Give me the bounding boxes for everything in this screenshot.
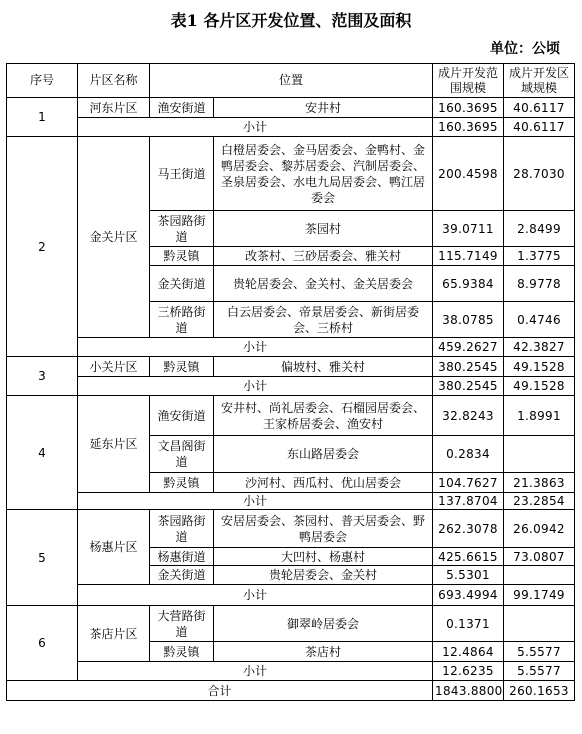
area-scope-cell: 21.3863 xyxy=(504,473,575,493)
table-row xyxy=(7,98,575,118)
location-cell: 白云居委会、帝景居委会、新街居委会、三桥村 xyxy=(214,302,433,338)
subtotal-row xyxy=(7,585,575,606)
subtotal-row xyxy=(7,377,575,396)
dev-scope-cell: 32.8243 xyxy=(433,396,504,436)
subtotal-row xyxy=(7,662,575,681)
street-cell: 金关街道 xyxy=(150,566,214,585)
location-cell: 安井村 xyxy=(214,98,433,118)
dev-scope-cell: 115.7149 xyxy=(433,247,504,266)
area-scope-cell xyxy=(504,436,575,473)
dev-scope-cell: 38.0785 xyxy=(433,302,504,338)
table-row xyxy=(7,396,575,436)
street-cell: 茶园路街道 xyxy=(150,510,214,548)
total-row xyxy=(7,681,575,701)
subtotal-label: 小计 xyxy=(78,118,433,137)
total-area-scope: 260.1653 xyxy=(504,681,575,701)
dev-scope-cell: 12.4864 xyxy=(433,642,504,662)
subtotal-label: 小计 xyxy=(78,338,433,357)
dev-scope-cell: 425.6615 xyxy=(433,548,504,566)
dev-scope-cell: 39.0711 xyxy=(433,211,504,247)
table-row xyxy=(7,137,575,211)
table-row xyxy=(7,357,575,377)
header-district: 片区名称 xyxy=(78,64,150,98)
area-scope-cell: 28.7030 xyxy=(504,137,575,211)
subtotal-dev-scope: 137.8704 xyxy=(433,493,504,510)
header-location: 位置 xyxy=(150,64,433,98)
street-cell: 黔灵镇 xyxy=(150,473,214,493)
location-cell: 茶园村 xyxy=(214,211,433,247)
location-cell: 改茶村、三砂居委会、雅关村 xyxy=(214,247,433,266)
street-cell: 金关街道 xyxy=(150,266,214,302)
street-cell: 大营路街道 xyxy=(150,606,214,642)
subtotal-row xyxy=(7,118,575,137)
subtotal-row xyxy=(7,493,575,510)
district-name-cell: 河东片区 xyxy=(78,98,150,118)
table-title: 表1 各片区开发位置、范围及面积 xyxy=(170,11,412,30)
area-scope-cell: 2.8499 xyxy=(504,211,575,247)
area-scope-cell: 8.9778 xyxy=(504,266,575,302)
street-cell: 渔安街道 xyxy=(150,396,214,436)
area-scope-cell: 40.6117 xyxy=(504,98,575,118)
area-scope-cell: 1.3775 xyxy=(504,247,575,266)
street-cell: 文昌阁街道 xyxy=(150,436,214,473)
seq-cell: 4 xyxy=(7,396,78,510)
district-name-cell: 小关片区 xyxy=(78,357,150,377)
area-scope-cell: 73.0807 xyxy=(504,548,575,566)
dev-scope-cell: 0.2834 xyxy=(433,436,504,473)
location-cell: 沙河村、西瓜村、优山居委会 xyxy=(214,473,433,493)
street-cell: 三桥路街道 xyxy=(150,302,214,338)
area-scope-cell xyxy=(504,606,575,642)
subtotal-label: 小计 xyxy=(78,585,433,606)
subtotal-area-scope: 99.1749 xyxy=(504,585,575,606)
subtotal-area-scope: 5.5577 xyxy=(504,662,575,681)
subtotal-dev-scope: 12.6235 xyxy=(433,662,504,681)
area-scope-cell xyxy=(504,566,575,585)
area-table xyxy=(6,63,575,701)
location-cell: 御翠岭居委会 xyxy=(214,606,433,642)
area-scope-cell: 1.8991 xyxy=(504,396,575,436)
subtotal-dev-scope: 693.4994 xyxy=(433,585,504,606)
dev-scope-cell: 104.7627 xyxy=(433,473,504,493)
street-cell: 黔灵镇 xyxy=(150,642,214,662)
street-cell: 黔灵镇 xyxy=(150,247,214,266)
dev-scope-cell: 262.3078 xyxy=(433,510,504,548)
location-cell: 安井村、尚礼居委会、石榴园居委会、王家桥居委会、渔安村 xyxy=(214,396,433,436)
seq-cell: 1 xyxy=(7,98,78,137)
area-scope-cell: 5.5577 xyxy=(504,642,575,662)
street-cell: 黔灵镇 xyxy=(150,357,214,377)
dev-scope-cell: 160.3695 xyxy=(433,98,504,118)
header-dev-scope: 成片开发范围规模 xyxy=(433,64,504,98)
location-cell: 白橙居委会、金马居委会、金鸭村、金鸭居委会、黎苏居委会、汽制居委会、圣泉居委会、水电九局居委会、鸭江居委会 xyxy=(214,137,433,211)
seq-cell: 6 xyxy=(7,606,78,681)
area-scope-cell: 49.1528 xyxy=(504,357,575,377)
street-cell: 茶园路街道 xyxy=(150,211,214,247)
seq-cell: 5 xyxy=(7,510,78,606)
dev-scope-cell: 0.1371 xyxy=(433,606,504,642)
table-row xyxy=(7,606,575,642)
dev-scope-cell: 200.4598 xyxy=(433,137,504,211)
dev-scope-cell: 65.9384 xyxy=(433,266,504,302)
dev-scope-cell: 380.2545 xyxy=(433,357,504,377)
subtotal-area-scope: 40.6117 xyxy=(504,118,575,137)
subtotal-area-scope: 23.2854 xyxy=(504,493,575,510)
subtotal-dev-scope: 160.3695 xyxy=(433,118,504,137)
unit-label: 单位：公顷 xyxy=(490,41,560,57)
subtotal-label: 小计 xyxy=(78,662,433,681)
subtotal-area-scope: 49.1528 xyxy=(504,377,575,396)
street-cell: 马王街道 xyxy=(150,137,214,211)
total-dev-scope: 1843.8800 xyxy=(433,681,504,701)
location-cell: 茶店村 xyxy=(214,642,433,662)
header-seq: 序号 xyxy=(7,64,78,98)
location-cell: 贵轮居委会、金关村、金关居委会 xyxy=(214,266,433,302)
subtotal-dev-scope: 380.2545 xyxy=(433,377,504,396)
district-name-cell: 杨惠片区 xyxy=(78,510,150,585)
location-cell: 偏坡村、雅关村 xyxy=(214,357,433,377)
subtotal-label: 小计 xyxy=(78,493,433,510)
dev-scope-cell: 5.5301 xyxy=(433,566,504,585)
subtotal-row xyxy=(7,338,575,357)
location-cell: 安居居委会、茶园村、普天居委会、野鸭居委会 xyxy=(214,510,433,548)
location-cell: 大凹村、杨惠村 xyxy=(214,548,433,566)
area-scope-cell: 0.4746 xyxy=(504,302,575,338)
location-cell: 东山路居委会 xyxy=(214,436,433,473)
table-row xyxy=(7,510,575,548)
seq-cell: 3 xyxy=(7,357,78,396)
seq-cell: 2 xyxy=(7,137,78,357)
district-name-cell: 延东片区 xyxy=(78,396,150,493)
subtotal-dev-scope: 459.2627 xyxy=(433,338,504,357)
district-name-cell: 金关片区 xyxy=(78,137,150,338)
subtotal-area-scope: 42.3827 xyxy=(504,338,575,357)
street-cell: 渔安街道 xyxy=(150,98,214,118)
district-name-cell: 茶店片区 xyxy=(78,606,150,662)
total-label: 合计 xyxy=(7,681,433,701)
subtotal-label: 小计 xyxy=(78,377,433,396)
location-cell: 贵轮居委会、金关村 xyxy=(214,566,433,585)
header-area-scope: 成片开发区域规模 xyxy=(504,64,575,98)
street-cell: 杨惠街道 xyxy=(150,548,214,566)
area-scope-cell: 26.0942 xyxy=(504,510,575,548)
